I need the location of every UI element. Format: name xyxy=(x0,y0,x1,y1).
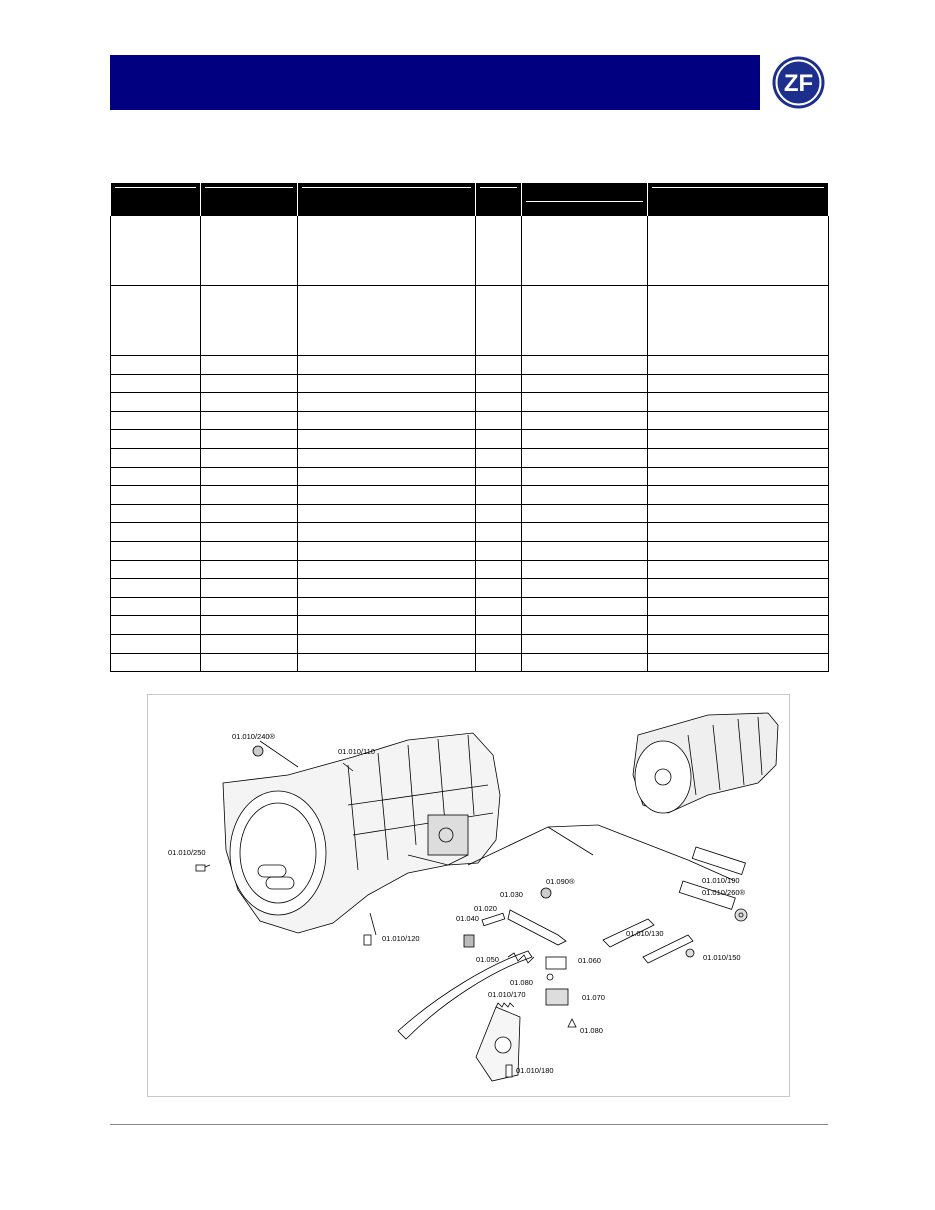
footer-rule xyxy=(110,1124,828,1125)
table-row xyxy=(111,216,829,286)
callout-label: 01.010/150 xyxy=(703,953,741,962)
callout-label: 01.060 xyxy=(578,956,601,965)
column-header xyxy=(201,183,298,216)
callout-label: 01.010/260® xyxy=(702,888,746,897)
table-row xyxy=(111,486,829,505)
callout-label: 01.040 xyxy=(456,914,479,923)
table-row xyxy=(111,504,829,523)
table-row xyxy=(111,467,829,486)
transmission-inset-illustration xyxy=(633,713,778,813)
table-row xyxy=(111,448,829,467)
column-header xyxy=(476,183,522,216)
table-row xyxy=(111,634,829,653)
table-row xyxy=(111,541,829,560)
table-header-row xyxy=(111,183,829,216)
logo-text: ZF xyxy=(783,70,814,97)
table-row xyxy=(111,393,829,412)
column-header xyxy=(522,183,648,216)
callout-label: 01.010/240® xyxy=(232,732,276,741)
callout-label: 01.010/110 xyxy=(338,747,375,756)
brand-logo xyxy=(768,55,829,110)
table-row xyxy=(111,616,829,635)
callout-label: 01.080 xyxy=(580,1026,603,1035)
table-row xyxy=(111,653,829,672)
callout-label: 01.010/130 xyxy=(626,929,664,938)
table-row xyxy=(111,286,829,356)
callout-label: 01.010/120 xyxy=(382,934,420,943)
callout-label: 01.010/250 xyxy=(168,848,206,857)
callout-label: 01.090® xyxy=(546,877,575,886)
table-row xyxy=(111,374,829,393)
table-row xyxy=(111,597,829,616)
callout-label: 01.080 xyxy=(510,978,533,987)
callout-label: 01.010/170 xyxy=(488,990,526,999)
table-row xyxy=(111,560,829,579)
callout-label: 01.070 xyxy=(582,993,605,1002)
transmission-drawing xyxy=(148,695,789,1096)
exploded-diagram xyxy=(147,694,790,1097)
parts-table xyxy=(110,183,829,672)
callout-label: 01.020 xyxy=(474,904,497,913)
callout-label: 01.010/190 xyxy=(702,876,740,885)
header-banner xyxy=(110,55,760,110)
zf-logo-icon xyxy=(768,55,829,110)
callout-label: 01.010/180 xyxy=(516,1066,554,1075)
callout-label: 01.050 xyxy=(476,955,499,964)
table-row xyxy=(111,579,829,598)
callout-label: 01.030 xyxy=(500,890,523,899)
column-header xyxy=(298,183,476,216)
table-row xyxy=(111,523,829,542)
table-row xyxy=(111,430,829,449)
column-header xyxy=(111,183,201,216)
column-header xyxy=(648,183,829,216)
table-row xyxy=(111,411,829,430)
table-row xyxy=(111,356,829,375)
transmission-housing-illustration xyxy=(223,733,500,933)
